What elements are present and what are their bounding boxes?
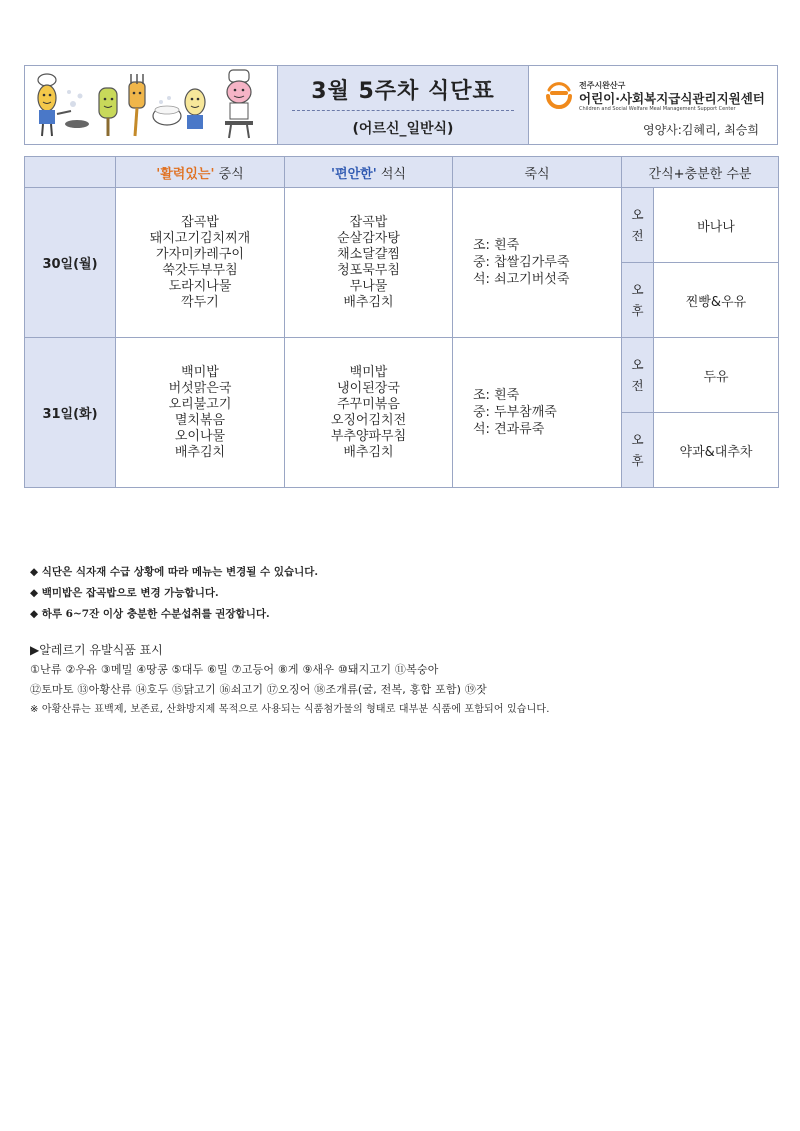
table-row	[25, 188, 779, 263]
porridge-cell	[453, 188, 622, 338]
org-name: 어린이·사회복지급식관리지원센터	[579, 91, 765, 106]
org-name-english: Children and Social Welfare Meal Management Support Center	[579, 106, 736, 112]
allergy-title: ▶알레르기 유발식품 표시	[30, 643, 163, 657]
dinner-item: 배추김치	[343, 444, 394, 460]
porridge-item: 중: 찹쌀김가루죽	[473, 255, 570, 270]
lunch-item: 깍두기	[181, 294, 219, 310]
chef-illustration	[25, 66, 278, 144]
page-title: 3월 5주차 식단표	[311, 79, 495, 104]
porridge-item: 석: 쇠고기버섯죽	[473, 272, 570, 287]
lunch-item: 배추김치	[174, 444, 226, 460]
pm-snack: 약과&대추차	[654, 413, 779, 488]
lunch-item: 오리불고기	[168, 396, 232, 412]
porridge-item: 조: 흰죽	[473, 388, 520, 403]
lunch-label: 중식	[214, 166, 244, 182]
period-am-label: 오 전	[622, 338, 654, 413]
dinner-item: 무나물	[349, 278, 388, 294]
allergy-list-line: ⑫토마토 ⑬아황산류 ⑭호두 ⑮닭고기 ⑯쇠고기 ⑰오징어 ⑱조개류(굴, 전복, 홍합 포함) ⑲잣	[30, 683, 487, 696]
dinner-cell	[285, 338, 453, 488]
lunch-item: 백미밥	[181, 364, 219, 380]
dinner-cell	[285, 188, 453, 338]
dinner-item: 배추김치	[343, 294, 394, 310]
lunch-item: 멸치볶음	[174, 412, 226, 428]
dinner-item: 채소달걀찜	[337, 246, 400, 262]
dinner-label: 석식	[376, 166, 406, 182]
notice-list	[30, 562, 318, 625]
dietitian-names: 영양사:김혜리, 최승희	[642, 123, 759, 137]
dinner-item: 부추양파무침	[330, 428, 407, 444]
dinner-highlight: '편안한'	[331, 166, 377, 182]
porridge-item: 석: 견과류죽	[473, 422, 545, 437]
organization-block	[529, 66, 777, 144]
dinner-item: 청포묵무침	[337, 262, 400, 278]
period-am-label: 오 전	[622, 188, 654, 263]
dinner-item: 오징어김치전	[330, 412, 407, 428]
allergy-info	[30, 640, 550, 720]
lunch-item: 도라지나물	[168, 278, 232, 294]
column-snack: 간식+충분한 수분	[622, 157, 779, 188]
cooking-characters-icon	[25, 66, 277, 146]
lunch-item: 버섯맑은국	[168, 380, 232, 396]
lunch-highlight: '활력있는'	[156, 166, 215, 182]
lunch-item: 잡곡밥	[181, 214, 219, 230]
notice-item: ◆ 하루 6~7잔 이상 충분한 수분섭취를 권장합니다.	[30, 608, 270, 620]
page-subtitle: (어르신_일반식)	[352, 121, 454, 137]
lunch-item: 쑥갓두부무침	[162, 262, 238, 278]
title-divider	[292, 110, 514, 111]
dinner-item: 주꾸미볶음	[337, 396, 400, 412]
period-pm-label: 오 후	[622, 413, 654, 488]
am-snack: 바나나	[654, 188, 779, 263]
dinner-item: 순살감자탕	[337, 230, 400, 246]
allergy-list-line: ①난류 ②우유 ③메밀 ④땅콩 ⑤대두 ⑥밀 ⑦고등어 ⑧게 ⑨새우 ⑩돼지고기 ⑪복숭아	[30, 663, 439, 676]
allergy-footnote: ※ 아황산류는 표백제, 보존료, 산화방지제 목적으로 사용되는 식품첨가물의 형태로 대부분 식품에 포함되어 있습니다.	[30, 704, 550, 715]
dinner-item: 잡곡밥	[349, 214, 388, 230]
pm-snack: 찐빵&우유	[654, 263, 779, 338]
meal-table	[24, 156, 779, 488]
title-block	[278, 66, 529, 144]
lunch-cell	[116, 188, 285, 338]
notice-item: ◆ 백미밥은 잡곡밥으로 변경 가능합니다.	[30, 587, 219, 599]
am-snack: 두유	[654, 338, 779, 413]
corner-cell	[25, 157, 116, 188]
porridge-cell	[453, 338, 622, 488]
day-label: 30일(월)	[25, 188, 116, 338]
porridge-item: 중: 두부참깨죽	[473, 405, 557, 420]
column-dinner	[285, 157, 453, 188]
lunch-item: 가자미카레구이	[156, 246, 244, 262]
table-row	[25, 338, 779, 413]
smile-logo-icon	[543, 80, 575, 112]
column-porridge: 죽식	[453, 157, 622, 188]
day-label: 31일(화)	[25, 338, 116, 488]
lunch-item: 돼지고기김치찌개	[149, 230, 251, 246]
porridge-item: 조: 흰죽	[473, 238, 520, 253]
lunch-cell	[116, 338, 285, 488]
notice-item: ◆ 식단은 식자재 수급 상황에 따라 메뉴는 변경될 수 있습니다.	[30, 566, 319, 578]
dinner-item: 백미밥	[349, 364, 388, 380]
dinner-item: 냉이된장국	[337, 380, 400, 396]
org-region: 전주시완산구	[579, 81, 626, 90]
period-pm-label: 오 후	[622, 263, 654, 338]
table-header-row	[25, 157, 779, 188]
column-lunch	[116, 157, 285, 188]
menu-header	[24, 65, 778, 145]
lunch-item: 오이나물	[174, 428, 226, 444]
